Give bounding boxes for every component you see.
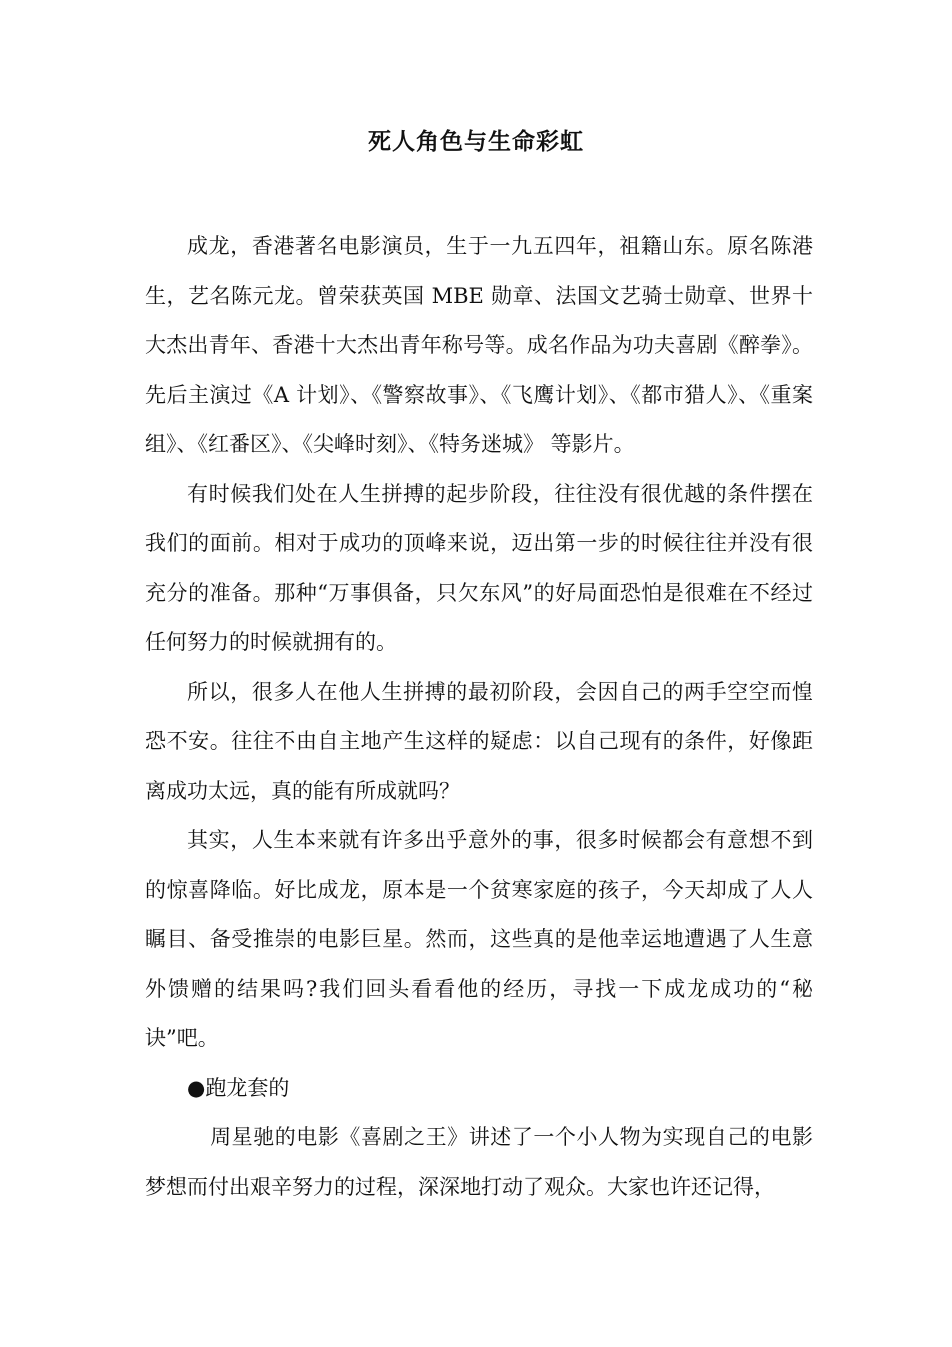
article-body xyxy=(145,222,813,1212)
paragraph-starting-stage: 有时候我们处在人生拼搏的起步阶段，往往没有很优越的条件摆在我们的面前。相对于成功的顶峰来说，迈出第一步的时候往往并没有很充分的准备。那种“万事俱备，只欠东风”的好局面恐怕是很难在不经过任何努力的时候就拥有的。 xyxy=(145,481,813,654)
paragraph-doubts: 所以，很多人在他人生拼搏的最初阶段，会因自己的两手空空而惶恐不安。往往不由自主地产生这样的疑虑：以自己现有的条件，好像距离成功太远，真的能有所成就吗？ xyxy=(145,679,813,803)
paragraph-intro: 成龙，香港著名电影演员，生于一九五四年，祖籍山东。原名陈港生，艺名陈元龙。曾荣获英国 MBE 勋章、法国文艺骑士勋章、世界十大杰出青年、香港十大杰出青年称号等。成名作品为功夫喜剧《醉拳》。先后主演过《A 计划》、《警察故事》、《飞鹰计划》、《都市猎人》、《重案组》、《红番区》、《尖峰时刻》、《特务迷城》 等影片。 xyxy=(145,234,813,456)
article-title: 死人角色与生命彩虹 xyxy=(368,128,584,155)
paragraph-king-of-comedy: 周星驰的电影《喜剧之王》讲述了一个小人物为实现自己的电影梦想而付出艰辛努力的过程，深深地打动了观众。大家也许还记得， xyxy=(145,1125,813,1199)
paragraph-surprises: 其实，人生本来就有许多出乎意外的事，很多时候都会有意想不到的惊喜降临。好比成龙，原本是一个贫寒家庭的孩子，今天却成了人人瞩目、备受推崇的电影巨星。然而，这些真的是他幸运地遭遇了人生意外馈赠的结果吗?我们回头看看他的经历，寻找一下成龙成功的“秘诀”吧。 xyxy=(145,828,813,1050)
section-heading: ●跑龙套的 xyxy=(187,1075,290,1100)
